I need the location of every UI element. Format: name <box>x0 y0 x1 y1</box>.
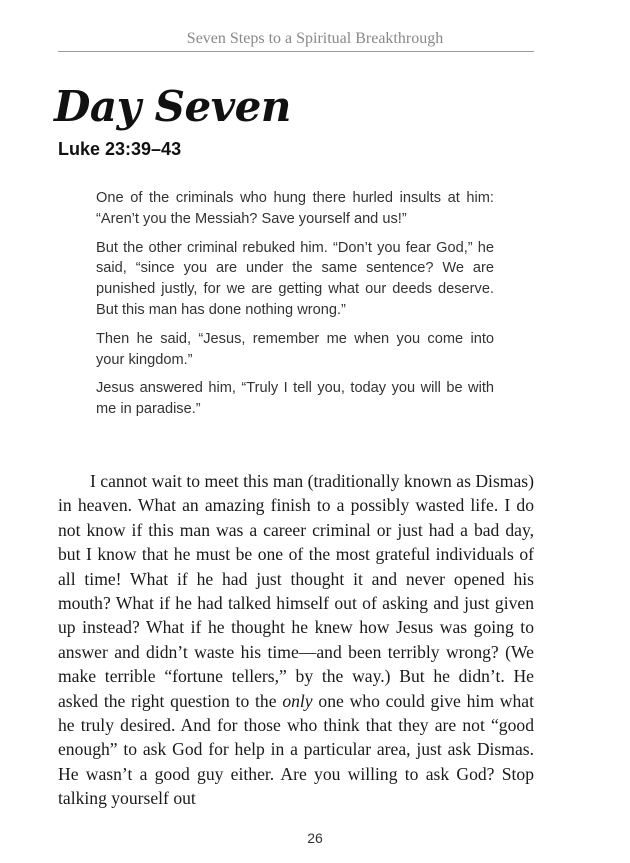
body-text-segment: one who could give him what he truly desired. And for those who think that they are not “good enough” to ask God for help in a particular area, just ask Dismas. He wasn’t a good guy either. Are you willing to ask God? Stop talking yourself out <box>58 690 534 809</box>
body-paragraph <box>58 469 534 811</box>
body-text-segment: I cannot wait to meet this man (traditionally known as Dismas) in heaven. What an amazing finish to a possibly wasted life. I do not know if this man was a career criminal or just had a bad day, but I know that he must be one of the most grateful individuals of all time! What if he had just thought it and never opened his mouth? What if he had talked himself out of asking and just given up instead? What if he thought he knew how Jesus was going to answer and didn’t waste his time—and been terribly wrong? (We make terrible “fortune tellers,” by the way.) But he didn’t. He asked the right question to the <box>58 471 534 711</box>
body-text <box>58 469 534 811</box>
chapter-title: Day Seven <box>54 82 291 131</box>
header-divider <box>58 51 534 52</box>
running-header: Seven Steps to a Spiritual Breakthrough <box>186 30 444 47</box>
emphasis-text: only <box>282 690 313 711</box>
scripture-reference: Luke 23:39–43 <box>58 139 182 159</box>
passage-paragraph: Jesus answered him, “Truly I tell you, today you will be with me in paradise.” <box>96 380 494 418</box>
passage-paragraph: But the other criminal rebuked him. “Don’t you fear God,” he said, “since you are under the same sentence? We are punished justly, for we are getting what our deeds deserve. But this man has done nothing wrong.” <box>96 239 494 318</box>
scripture-passage <box>96 188 494 428</box>
page-number: 26 <box>307 830 323 846</box>
passage-paragraph: Then he said, “Jesus, remember me when you come into your kingdom.” <box>96 330 494 368</box>
passage-paragraph: One of the criminals who hung there hurled insults at him: “Aren’t you the Messiah? Save yourself and us!” <box>96 190 494 227</box>
